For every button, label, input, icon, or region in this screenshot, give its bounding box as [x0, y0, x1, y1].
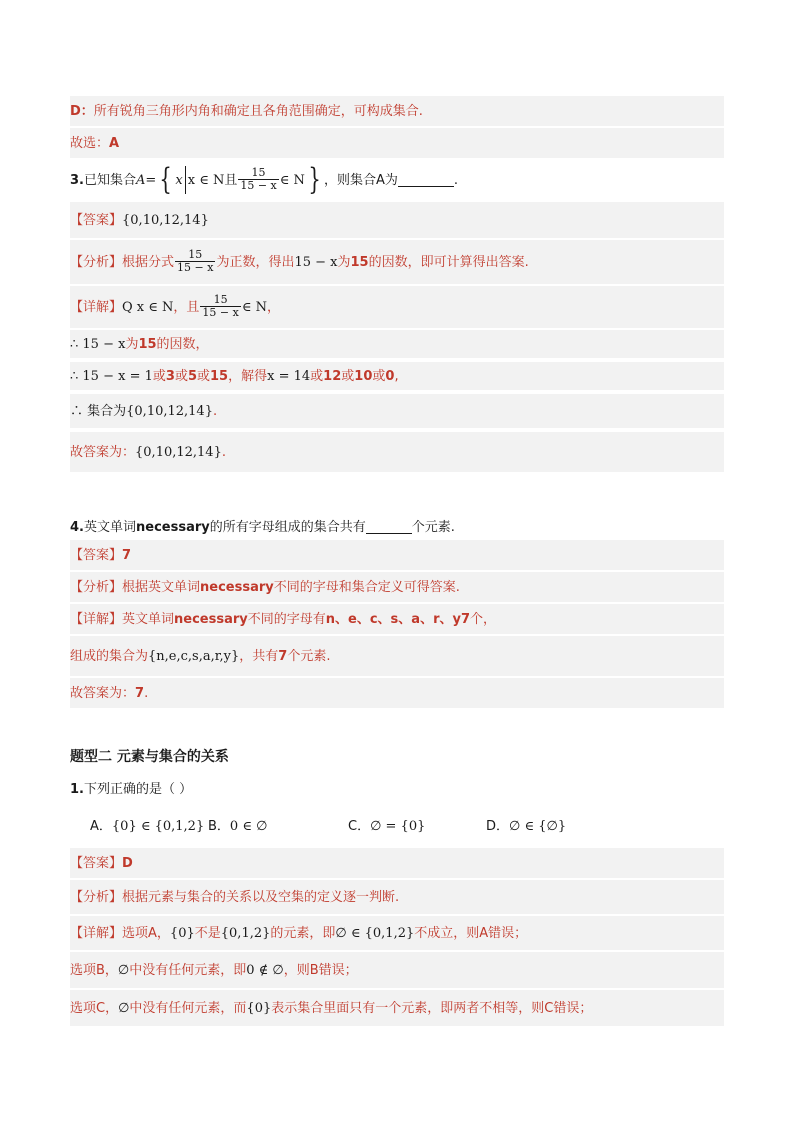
s2q1-detail-line-3	[70, 990, 724, 1026]
q3-period: .	[453, 172, 459, 188]
q3-detail3-h: ，解得	[228, 368, 268, 384]
s2q1-detail2-b: ∅	[117, 962, 130, 978]
q3-analysis-fraction	[175, 249, 215, 275]
s2q1-detail3-a: 选项C，	[70, 1000, 119, 1016]
q4-analysis-a: 根据英文单词	[122, 579, 201, 595]
q4-detail1-a: 英文单词	[122, 611, 175, 627]
q3-fraction-den: 15 − x	[240, 179, 277, 193]
q4-final-b: 7	[135, 685, 145, 701]
q4-analysis-b: 不同的字母和集合定义可得答案.	[273, 579, 460, 595]
option-a-label: A．	[90, 818, 112, 834]
q3-detail3-a: ∴ 15 − x = 1	[70, 368, 153, 384]
q3-stem-pre: 已知集合	[83, 172, 136, 188]
s2q1-detail2-e: ，则B错误；	[283, 962, 358, 978]
q3-answer-blank	[398, 174, 454, 187]
s2q1-detail2-a: 选项B，	[70, 962, 118, 978]
q3-final-c: .	[221, 444, 226, 460]
q3-detail3-p: ,	[394, 368, 399, 384]
section-title	[70, 746, 724, 768]
s2q1-options	[70, 814, 724, 838]
option-d-text: ∅ ∈ {∅}	[509, 818, 567, 834]
q3-condition: x ∈ N且	[187, 172, 238, 188]
q3-analysis-e: 15	[350, 254, 369, 270]
s2q1-number: 1.	[70, 781, 84, 797]
s2q1-detail3-b: ∅	[118, 1000, 130, 1016]
q4-detail-tag: 【详解】	[70, 611, 123, 627]
s2q1-detail-line-2	[70, 952, 724, 988]
q3-detail-line-3	[70, 362, 724, 390]
q3-detail3-g: 15	[210, 368, 229, 384]
option-d-label: D．	[486, 818, 510, 834]
q3-detail3-d: 或	[174, 368, 188, 384]
option-c-text: ∅ = {0}	[370, 818, 426, 834]
s2q1-detail-line-1	[70, 916, 724, 950]
q4-detail-line-1	[70, 604, 724, 634]
q3-detail3-l: 或	[341, 368, 355, 384]
q4-detail1-c: n、e、c、s、a、r、y7	[325, 611, 471, 627]
q4-analysis-tag: 【分析】	[70, 579, 123, 595]
s2q1-detail1-f: ∅ ∈ {0,1,2}	[335, 925, 415, 941]
q3-detail-fraction-den: 15 − x	[202, 306, 239, 320]
q4-number: 4.	[70, 519, 84, 535]
q2-option-d-label: D：	[70, 103, 94, 119]
q4-detail-line-2	[70, 636, 724, 676]
q4-answer-value: 7	[122, 547, 132, 563]
q3-detail1-c: ∈ N	[241, 299, 267, 315]
q3-set-name: A	[136, 172, 146, 188]
s2q1-analysis-text: 根据元素与集合的关系以及空集的定义逐一判断.	[122, 889, 400, 905]
q4-detail2-c: ，共有	[239, 648, 279, 664]
s2q1-detail2-c: 中没有任何元素，即	[129, 962, 247, 978]
q3-detail-line-4	[70, 394, 724, 428]
s2q1-detail1-e: 的元素，即	[270, 925, 336, 941]
q2-conclusion-line	[70, 128, 724, 158]
q3-stem	[70, 160, 724, 200]
q3-number: 3.	[70, 172, 84, 188]
option-a-text: {0} ∈ {0,1,2}	[111, 818, 205, 834]
option-b-text: 0 ∈ ∅	[229, 818, 268, 834]
s2q1-detail1-a: 选项A，	[122, 925, 170, 941]
q4-stem-end: 个元素.	[411, 519, 455, 535]
q3-detail2-b: 为	[125, 336, 139, 352]
q3-detail1-b: ，且	[173, 299, 200, 315]
s2q1-detail3-d: {0}	[246, 1000, 272, 1016]
s2q1-detail1-c: 不是	[194, 925, 221, 941]
s2q1-stem	[70, 778, 724, 800]
q4-final-c: .	[144, 685, 149, 701]
s2q1-detail1-b: {0}	[169, 925, 195, 941]
q3-detail4-a: ∴ 集合为	[70, 403, 127, 419]
q3-stem-post: ，则集合A为	[324, 172, 398, 188]
q3-detail-fraction	[200, 294, 240, 320]
q3-final-b: {0,10,12,14}	[135, 444, 222, 460]
q4-answer-line	[70, 540, 724, 570]
q4-word: necessary	[136, 519, 210, 535]
q3-detail-tag: 【详解】	[70, 299, 123, 315]
q4-final-line	[70, 678, 724, 708]
q3-analysis-c: 15 − x	[294, 254, 338, 270]
q4-analysis-word: necessary	[200, 579, 274, 595]
q3-final-line	[70, 432, 724, 472]
q3-final-a: 故答案为：	[70, 444, 136, 460]
option-c-label: C．	[348, 818, 371, 834]
q3-detail3-n: 或	[372, 368, 386, 384]
q3-detail2-a: ∴ 15 − x	[70, 336, 126, 352]
q3-analysis-f: 的因数，即可计算得出答案.	[368, 254, 529, 270]
q4-stem-post: 的所有字母组成的集合共有	[209, 519, 366, 535]
s2q1-answer-line	[70, 848, 724, 878]
q2-option-d-line	[70, 96, 724, 126]
q3-left-brace: {	[159, 162, 173, 197]
q4-detail1-b: 不同的字母有	[247, 611, 326, 627]
q3-analysis-d: 为	[337, 254, 351, 270]
q4-stem	[70, 516, 724, 538]
s2q1-analysis-tag: 【分析】	[70, 889, 123, 905]
q3-detail2-d: 的因数，	[156, 336, 209, 352]
q3-right-brace: }	[308, 162, 321, 197]
q4-detail1-word: necessary	[174, 611, 248, 627]
option-b	[208, 820, 267, 833]
q3-answer-tag: 【答案】	[70, 212, 123, 228]
option-b-label: B．	[208, 818, 230, 834]
option-a	[90, 820, 204, 833]
s2q1-stem-text: 下列正确的是（ ）	[83, 781, 193, 797]
q3-detail3-k: 12	[323, 368, 342, 384]
q3-condition-2: ∈ N	[279, 172, 305, 188]
q3-answer-value: {0,10,12,14}	[122, 212, 209, 228]
q2-conclusion-prefix: 故选：	[70, 135, 110, 151]
s2q1-answer-tag: 【答案】	[70, 855, 123, 871]
q3-detail3-f: 或	[197, 368, 211, 384]
q3-detail4-c: .	[212, 403, 218, 419]
q3-detail-fraction-num: 15	[213, 293, 228, 307]
q3-detail4-b: {0,10,12,14}	[126, 403, 213, 419]
q3-analysis-tag: 【分析】	[70, 254, 123, 270]
q3-detail3-b: 或	[152, 368, 166, 384]
q4-stem-pre: 英文单词	[83, 519, 136, 535]
option-d	[486, 820, 566, 833]
s2q1-analysis-line	[70, 880, 724, 914]
q3-detail2-c: 15	[138, 336, 157, 352]
q3-var: x	[175, 172, 183, 188]
s2q1-detail1-g: 不成立，则A错误；	[414, 925, 528, 941]
s2q1-detail3-e: 表示集合里面只有一个元素，即两者不相等，则C错误；	[271, 1000, 593, 1016]
q3-detail1-a: Q x ∈ N	[122, 299, 174, 315]
q4-detail2-a: 组成的集合为	[70, 648, 149, 664]
q3-detail3-o: 0	[385, 368, 395, 384]
q3-detail1-d: ，	[266, 299, 280, 315]
s2q1-detail3-c: 中没有任何元素，而	[129, 1000, 247, 1016]
q4-analysis-line	[70, 572, 724, 602]
q3-detail3-j: 或	[310, 368, 324, 384]
q2-conclusion-answer: A	[109, 135, 120, 151]
q3-analysis-line	[70, 240, 724, 284]
q4-answer-blank	[366, 521, 412, 534]
q3-equals: =	[145, 172, 157, 188]
s2q1-detail2-d: 0 ∉ ∅	[246, 962, 284, 978]
q3-detail3-m: 10	[354, 368, 373, 384]
q2-option-d-text: 所有锐角三角形内角和确定且各角范围确定，可构成集合.	[93, 103, 423, 119]
q4-detail2-e: 个元素.	[287, 648, 331, 664]
q3-detail-line-2	[70, 330, 724, 358]
q3-set-bar	[185, 166, 186, 194]
q3-analysis-a: 根据分式	[122, 254, 175, 270]
q3-detail3-e: 5	[187, 368, 197, 384]
q3-analysis-b: 为正数，得出	[216, 254, 295, 270]
q3-detail3-i: x = 14	[267, 368, 311, 384]
s2q1-detail-tag: 【详解】	[70, 925, 123, 941]
q4-final-a: 故答案为：	[70, 685, 136, 701]
s2q1-detail1-d: {0,1,2}	[220, 925, 271, 941]
option-c	[348, 820, 425, 833]
q3-fraction-num: 15	[251, 166, 266, 180]
q4-answer-tag: 【答案】	[70, 547, 123, 563]
q3-fraction	[238, 167, 278, 193]
section-title-text: 题型二 元素与集合的关系	[70, 749, 229, 765]
q3-analysis-fraction-den: 15 − x	[177, 261, 214, 275]
q4-detail2-b: {n,e,c,s,a,r,y}	[148, 648, 240, 664]
s2q1-answer-value: D	[122, 855, 133, 871]
q4-detail1-d: 个，	[470, 611, 497, 627]
q4-detail2-d: 7	[278, 648, 288, 664]
q3-detail-line-1	[70, 286, 724, 328]
q3-detail3-c: 3	[165, 368, 175, 384]
q3-answer-line	[70, 202, 724, 238]
q3-analysis-fraction-num: 15	[188, 248, 203, 262]
